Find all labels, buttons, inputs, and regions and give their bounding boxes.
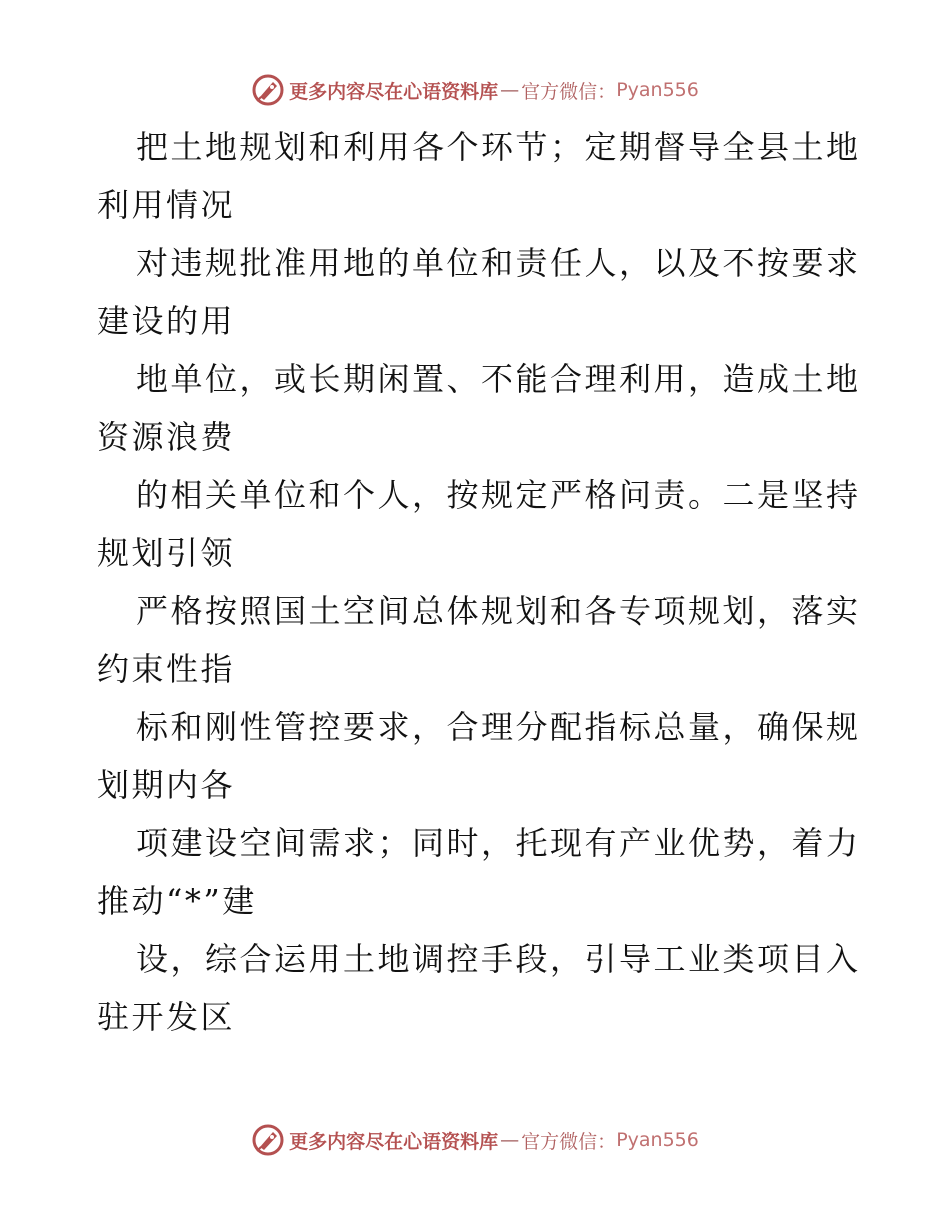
body-line: 约束性指 — [97, 650, 236, 688]
footer-wechat-label: 官方微信： — [521, 1130, 617, 1153]
body-line: 把土地规划和利用各个环节；定期督导全县土地 — [136, 128, 861, 166]
body-line: 项建设空间需求；同时，托现有产业优势，着力 — [136, 824, 861, 862]
footer-dash: — — [500, 1129, 520, 1151]
header-wechat-id: Pyan556 — [616, 79, 699, 101]
body-line: 资源浪费 — [97, 418, 236, 456]
body-line: 设，综合运用土地调控手段，引导工业类项目入 — [136, 940, 861, 978]
header-brand-text: 更多内容尽在心语资料库 — [289, 80, 499, 103]
body-line: 驻开发区 — [97, 998, 236, 1036]
body-line: 划期内各 — [97, 766, 236, 804]
body-line: 推动“*”建 — [97, 882, 257, 920]
pen-nib-logo-icon — [251, 1123, 285, 1157]
header-wechat-label: 官方微信： — [521, 80, 617, 103]
document-body — [97, 118, 861, 1046]
body-line: 的相关单位和个人，按规定严格问责。二是坚持 — [136, 476, 861, 514]
body-line: 严格按照国土空间总体规划和各专项规划，落实 — [136, 592, 861, 630]
body-line: 建设的用 — [97, 302, 236, 340]
footer-brand-text: 更多内容尽在心语资料库 — [289, 1130, 499, 1153]
header-banner — [0, 72, 950, 108]
body-line: 对违规批准用地的单位和责任人，以及不按要求 — [136, 244, 861, 282]
pen-nib-logo-icon — [251, 73, 285, 107]
header-dash: — — [500, 79, 520, 101]
body-line: 标和刚性管控要求，合理分配指标总量，确保规 — [136, 708, 861, 746]
body-line: 利用情况 — [97, 186, 236, 224]
footer-banner — [0, 1122, 950, 1158]
body-line: 地单位，或长期闲置、不能合理利用，造成土地 — [136, 360, 861, 398]
footer-wechat-id: Pyan556 — [616, 1129, 699, 1151]
body-line: 规划引领 — [97, 534, 236, 572]
